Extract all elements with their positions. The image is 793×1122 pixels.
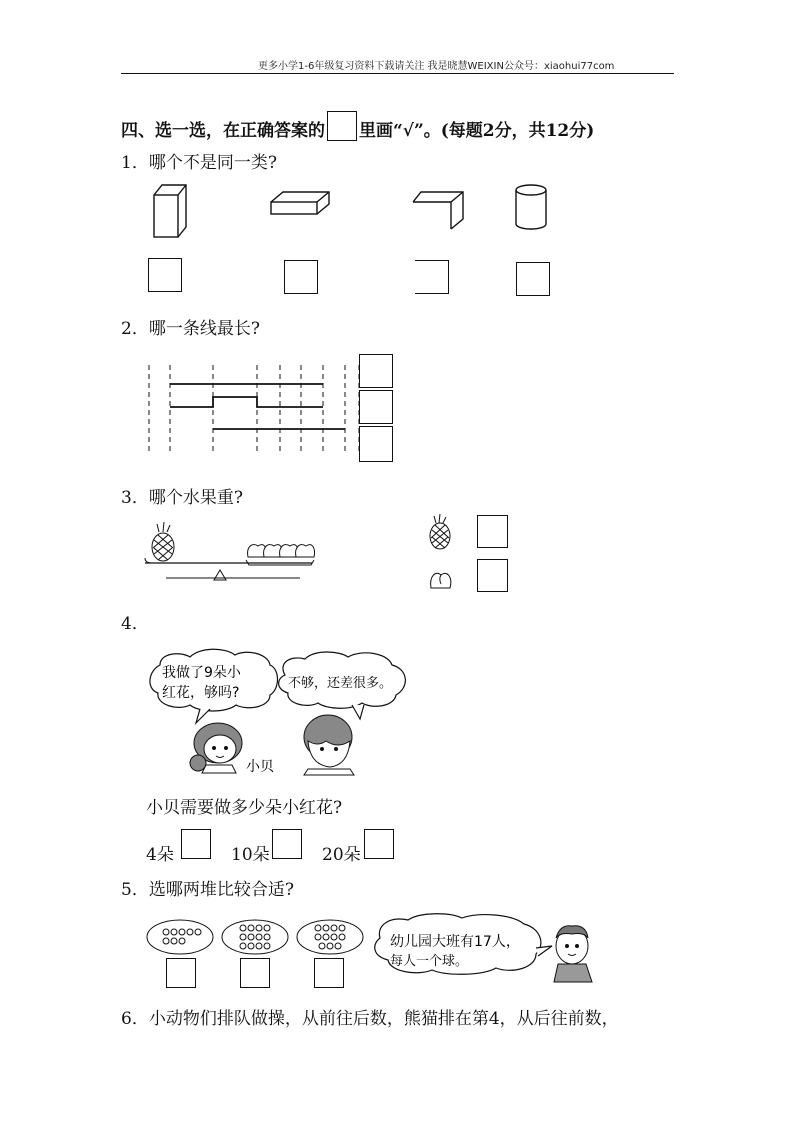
question-text: 选哪两堆比较合适? [148, 880, 294, 900]
fruit-options [423, 514, 457, 594]
question-2 [121, 314, 260, 339]
q4-answer-box-10[interactable] [272, 829, 302, 859]
q4-answer-box-20[interactable] [364, 829, 394, 859]
ball-pile-b [222, 920, 288, 954]
q5-answer-box-b[interactable] [240, 958, 270, 988]
q4-answer-box-4[interactable] [181, 829, 211, 859]
q4-option-10: 10朵 [231, 845, 270, 865]
q1-answer-box-b[interactable] [284, 260, 318, 294]
pineapple-icon [430, 514, 450, 549]
child-character-icon [554, 926, 592, 982]
bubble-right-text: 不够，还差很多。 [288, 676, 393, 691]
page-header: 更多小学1-6年级复习资料下载请关注 我是晓慧WEIXIN公众号：xiaohui77com [258, 61, 615, 72]
boy-character-icon [304, 715, 354, 775]
tall-cuboid-shape [154, 185, 186, 237]
cylinder-shape [516, 185, 546, 229]
question-4 [121, 609, 149, 634]
section-title-after: 里画“√”。(每题2分，共12分) [359, 121, 595, 141]
peach-icon [431, 573, 451, 588]
flat-cuboid-shape [271, 192, 329, 214]
q3-answer-box-peach[interactable] [477, 559, 508, 592]
q1-answer-box-a[interactable] [148, 258, 182, 292]
q5-answer-box-c[interactable] [314, 958, 344, 988]
q1-answer-box-d[interactable] [516, 262, 550, 296]
girl-character-icon [190, 723, 242, 773]
peach-group-icon [248, 545, 315, 557]
question-6 [121, 1004, 619, 1029]
balance-scale-illustration [140, 520, 320, 590]
question-number: 2． [121, 319, 149, 339]
bent-plane-shape [413, 192, 463, 229]
dashed-guides [149, 365, 359, 452]
question-number: 5． [121, 880, 149, 900]
q4-option-20: 20朵 [322, 845, 361, 865]
ball-pile-c [297, 920, 363, 954]
q2-answer-box-a[interactable] [359, 354, 393, 388]
q4-prompt: 小贝需要做多少朵小红花? [146, 798, 343, 818]
question-number: 3． [121, 488, 149, 508]
character-name-label: 小贝 [246, 759, 274, 775]
question-text: 哪个不是同一类? [148, 153, 277, 173]
bubble-q5-line2: 每人一个球。 [390, 954, 469, 969]
q5-answer-box-a[interactable] [166, 958, 196, 988]
question-number: 4． [121, 614, 149, 634]
q1-shapes [140, 180, 570, 240]
q2-answer-box-b[interactable] [359, 390, 393, 424]
question-1 [121, 148, 277, 173]
q4-option-4: 4朵 [146, 845, 174, 865]
pineapple-icon [152, 522, 174, 561]
ball-pile-a [147, 920, 213, 954]
section-title-before: 四、选一选，在正确答案的 [121, 121, 325, 141]
question-5 [121, 875, 294, 900]
question-text: 哪一条线最长? [148, 319, 260, 339]
q4-dialogue-illustration [140, 645, 430, 780]
title-answer-box-example [327, 111, 357, 141]
bubble-q5-line1: 幼儿园大班有17人， [390, 934, 520, 950]
question-text: 哪个水果重? [148, 488, 243, 508]
question-number: 6． [121, 1009, 149, 1029]
q3-answer-box-pineapple[interactable] [477, 515, 508, 548]
question-text: 小动物们排队做操，从前往后数，熊猫排在第4，从后往前数， [148, 1009, 619, 1029]
header-divider [121, 73, 674, 74]
question-number: 1． [121, 153, 149, 173]
line-middle [170, 397, 323, 407]
q2-answer-box-c[interactable] [359, 426, 393, 462]
section-title [121, 111, 594, 141]
question-3 [121, 483, 243, 508]
q5-ball-piles-illustration [140, 910, 600, 990]
bubble-left-line1: 我做了9朵小 [162, 665, 241, 681]
bubble-left-line2: 红花，够吗? [162, 685, 240, 701]
q1-answer-box-c[interactable] [415, 260, 449, 294]
